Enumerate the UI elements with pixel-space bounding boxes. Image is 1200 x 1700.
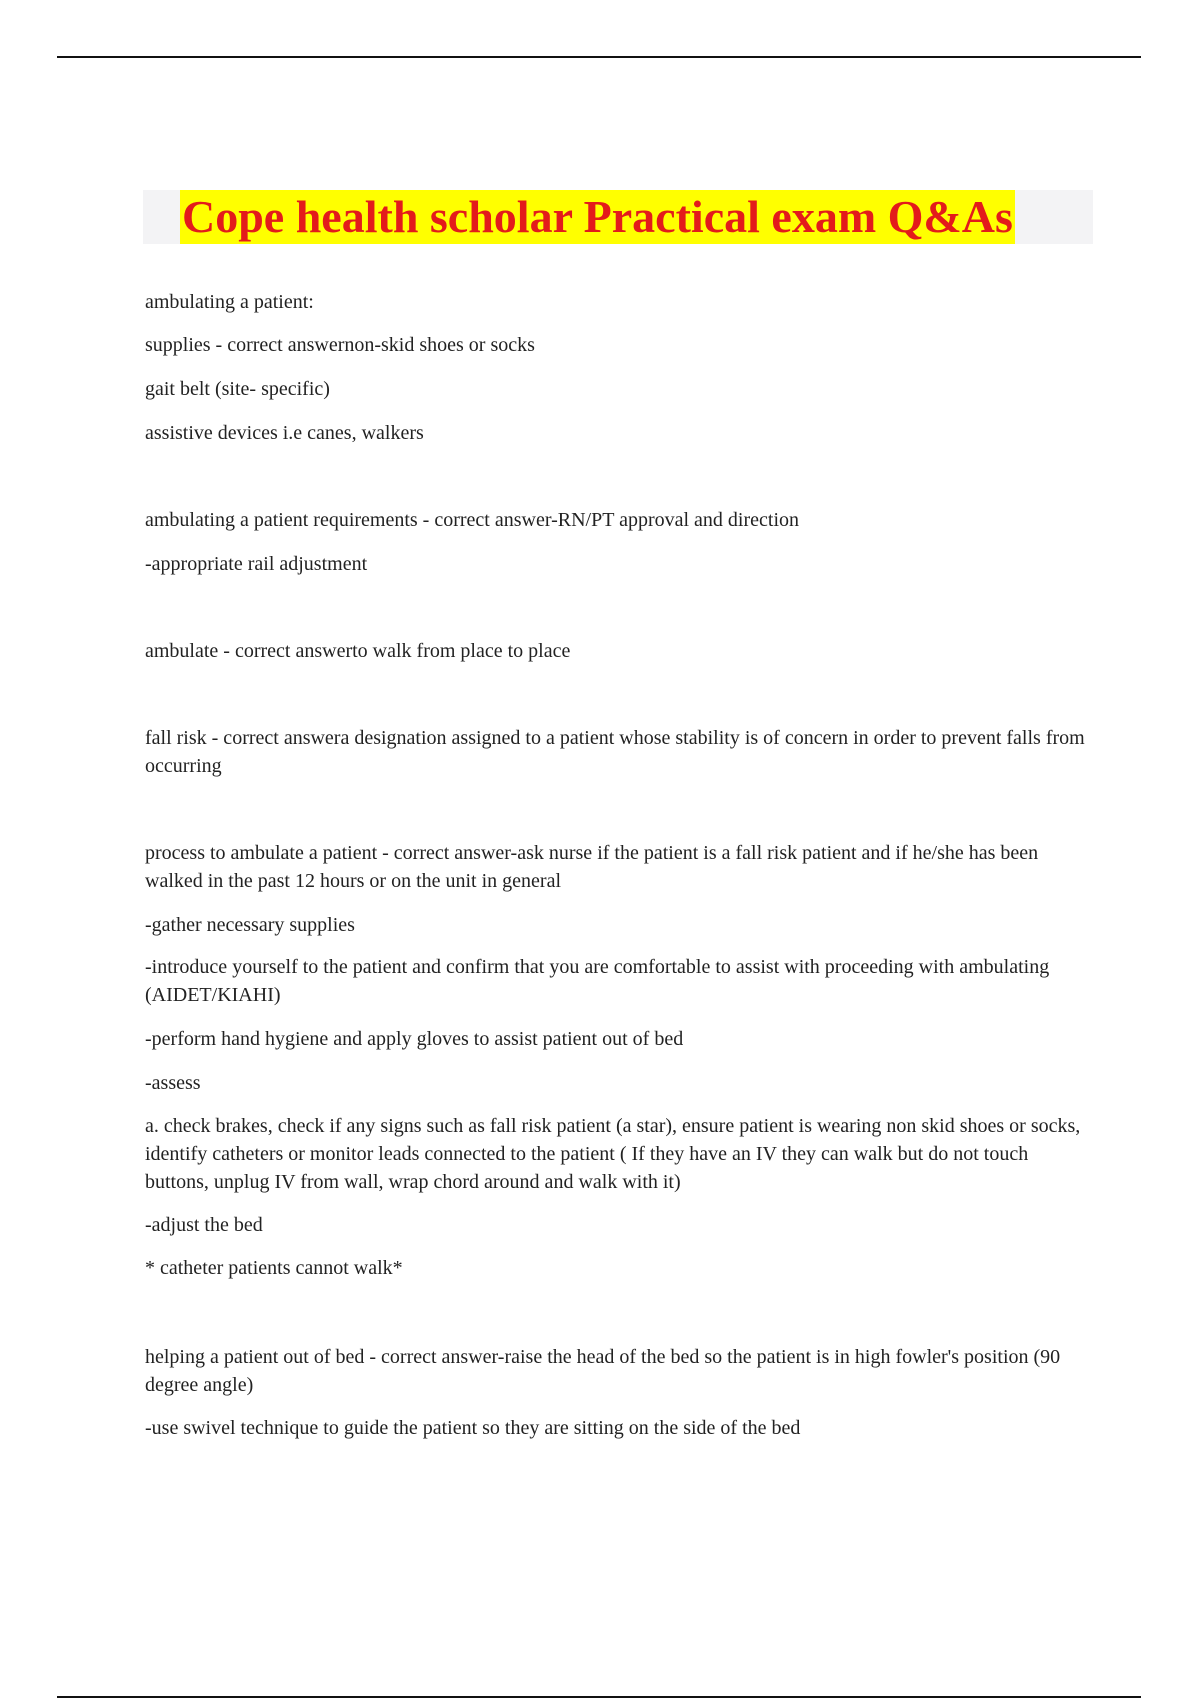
text-line: fall risk - correct answera designation assigned to a patient whose stability is of concern in order to prevent falls from occurring bbox=[145, 727, 1085, 777]
text-line: -introduce yourself to the patient and confirm that you are comfortable to assist with proceeding with ambulating (AIDET/KIAHI) bbox=[145, 956, 1050, 1006]
text-line: a. check brakes, check if any signs such as fall risk patient (a star), ensure patient is wearing non skid shoes or socks, identify catheters or monitor leads connected to the patient ( If they have an IV they can walk but do not touch buttons, unplug IV from wall, wrap chord around and walk with it) bbox=[145, 1115, 1081, 1193]
document-title: Cope health scholar Practical exam Q&As bbox=[182, 191, 1013, 242]
text-line: process to ambulate a patient - correct answer-ask nurse if the patient is a fall risk patient and if he/she has been walked in the past 12 hours or on the unit in general bbox=[145, 842, 1039, 892]
text-line: helping a patient out of bed - correct answer-raise the head of the bed so the patient is in high fowler's position (90 degree angle) bbox=[145, 1346, 1061, 1396]
text-line: ambulate - correct answerto walk from place to place bbox=[145, 640, 571, 662]
text-line: -use swivel technique to guide the patient so they are sitting on the side of the bed bbox=[145, 1417, 801, 1439]
text-line: assistive devices i.e canes, walkers bbox=[145, 422, 424, 444]
text-line: ambulating a patient: bbox=[145, 291, 314, 313]
text-line: -adjust the bed bbox=[145, 1214, 263, 1236]
bottom-rule bbox=[57, 1696, 1141, 1698]
text-line: -perform hand hygiene and apply gloves to assist patient out of bed bbox=[145, 1028, 684, 1050]
text-line: -gather necessary supplies bbox=[145, 914, 355, 936]
text-line: -appropriate rail adjustment bbox=[145, 553, 368, 575]
text-line: -assess bbox=[145, 1072, 201, 1094]
top-rule bbox=[57, 56, 1141, 58]
text-line: gait belt (site- specific) bbox=[145, 378, 330, 400]
text-line: supplies - correct answernon-skid shoes or socks bbox=[145, 334, 535, 356]
text-line: ambulating a patient requirements - correct answer-RN/PT approval and direction bbox=[145, 509, 800, 531]
text-line: * catheter patients cannot walk* bbox=[145, 1257, 403, 1279]
